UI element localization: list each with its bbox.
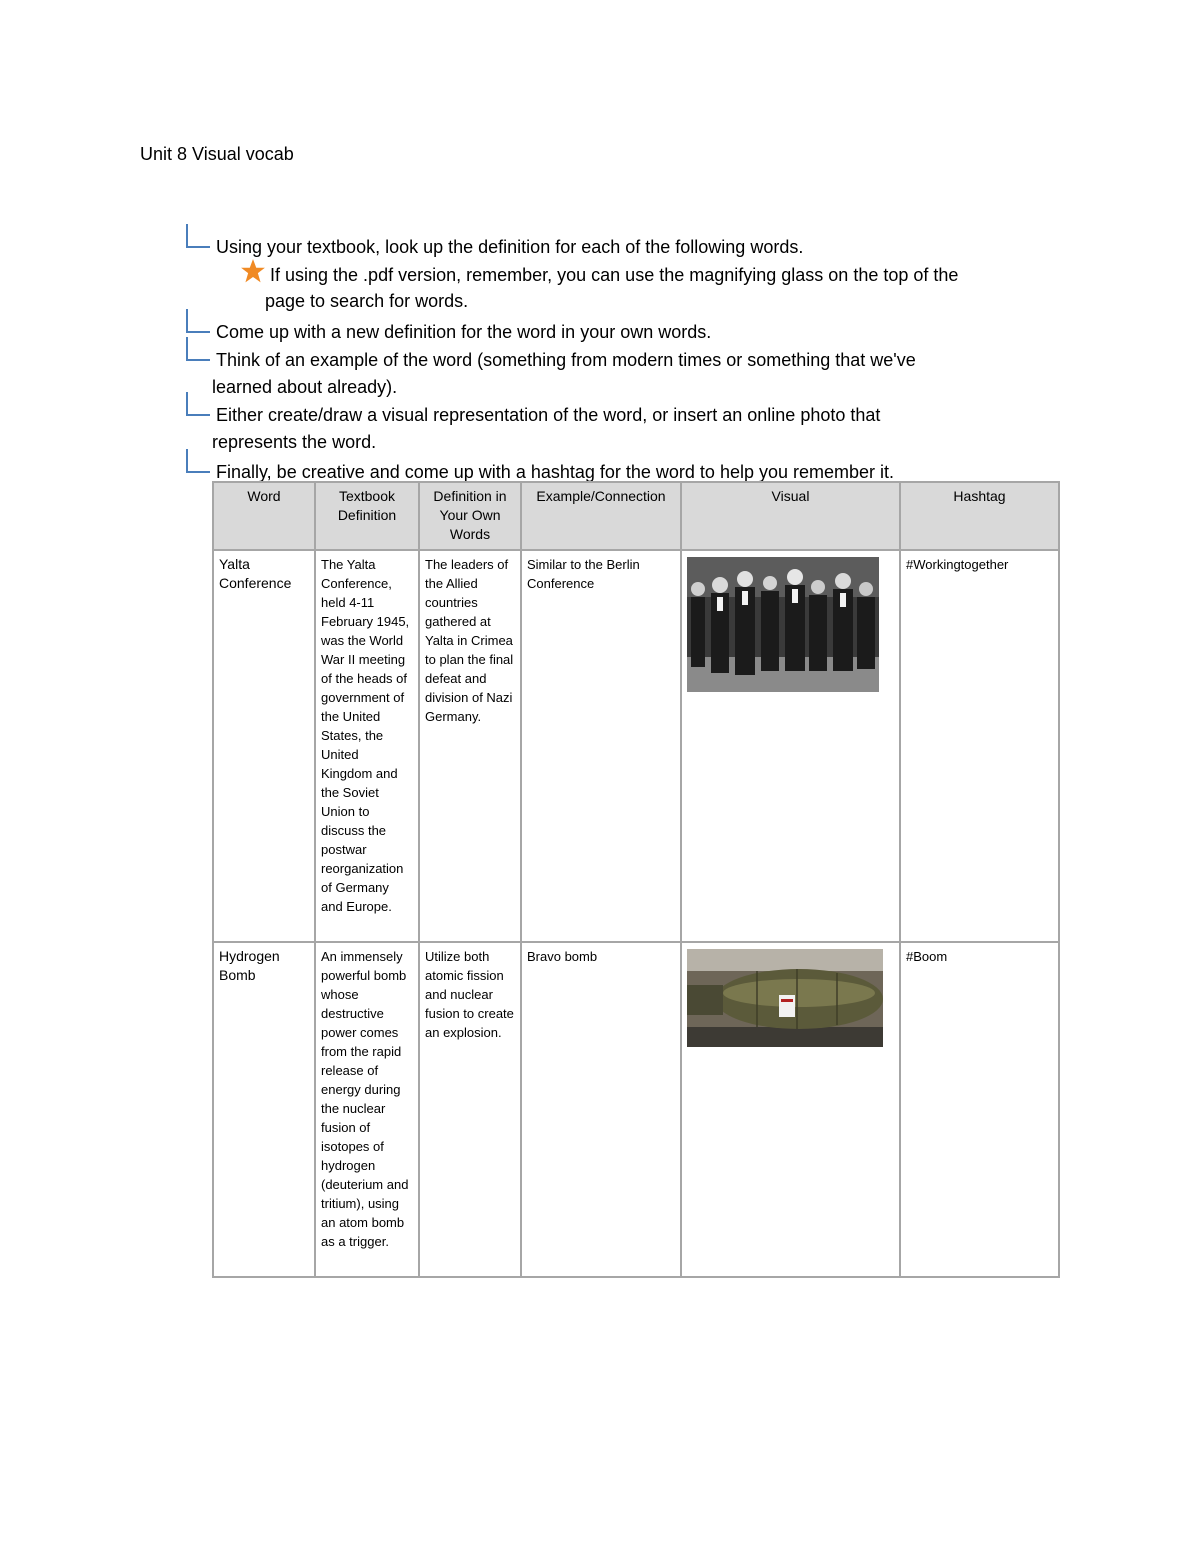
cell-visual (681, 942, 900, 1277)
table-header-row (213, 482, 1059, 550)
sub-note-line-1: If using the .pdf version, remember, you can use the magnifying glass on the top of the (270, 265, 959, 285)
instruction-item-1 (186, 234, 1046, 261)
header-word: Word (213, 482, 315, 550)
hydrogen-bomb-photo (687, 949, 883, 1047)
instruction-text: Either create/draw a visual representation of the word, or insert an online photo that (216, 405, 881, 425)
sub-note-line-2: page to search for words. (265, 291, 469, 311)
sub-note (240, 262, 1040, 314)
checkbox-icon[interactable] (186, 337, 210, 361)
checkbox-icon[interactable] (186, 309, 210, 333)
instruction-text: Come up with a new definition for the word in your own words. (216, 322, 712, 342)
yalta-conference-photo (687, 557, 879, 692)
header-hashtag: Hashtag (900, 482, 1059, 550)
cell-hashtag: #Boom (900, 942, 1059, 1277)
instruction-continuation: represents the word. (212, 432, 377, 452)
cell-word: Yalta Conference (213, 550, 315, 942)
instruction-text: Finally, be creative and come up with a hashtag for the word to help you remember it. (216, 462, 895, 482)
table-row (213, 942, 1059, 1277)
checkbox-icon[interactable] (186, 392, 210, 416)
header-textbook-definition: Textbook Definition (315, 482, 419, 550)
header-own-definition: Definition in Your Own Words (419, 482, 521, 550)
cell-own-definition: Utilize both atomic fission and nuclear fusion to create an explosion. (419, 942, 521, 1277)
instruction-continuation: learned about already). (212, 377, 398, 397)
header-example: Example/Connection (521, 482, 681, 550)
document-title: Unit 8 Visual vocab (140, 144, 294, 164)
cell-visual (681, 550, 900, 942)
cell-own-definition: The leaders of the Allied countries gathered at Yalta in Crimea to plan the final defeat and division of Nazi Germany. (419, 550, 521, 942)
checkbox-icon[interactable] (186, 449, 210, 473)
cell-hashtag: #Workingtogether (900, 550, 1059, 942)
table-row (213, 550, 1059, 942)
instruction-text: Using your textbook, look up the definition for each of the following words. (216, 237, 804, 257)
star-icon (240, 258, 266, 284)
instruction-item-3 (186, 347, 1046, 401)
cell-example: Similar to the Berlin Conference (521, 550, 681, 942)
instruction-item-4 (186, 402, 1046, 456)
cell-example: Bravo bomb (521, 942, 681, 1277)
checkbox-icon[interactable] (186, 224, 210, 248)
instruction-item-2 (186, 319, 1046, 346)
header-visual: Visual (681, 482, 900, 550)
cell-textbook-definition: An immensely powerful bomb whose destructive power comes from the rapid release of energy during the nuclear fusion of isotopes of hydrogen (deuterium and tritium), using an atom bomb as a trigger. (315, 942, 419, 1277)
cell-textbook-definition: The Yalta Conference, held 4-11 February 1945, was the World War II meeting of the heads of government of the United States, the United Kingdom and the Soviet Union to discuss the postwar reorganization of Germany and Europe. (315, 550, 419, 942)
instruction-text: Think of an example of the word (something from modern times or something that we've (216, 350, 916, 370)
cell-word: Hydrogen Bomb (213, 942, 315, 1277)
vocab-table (212, 481, 1060, 1278)
